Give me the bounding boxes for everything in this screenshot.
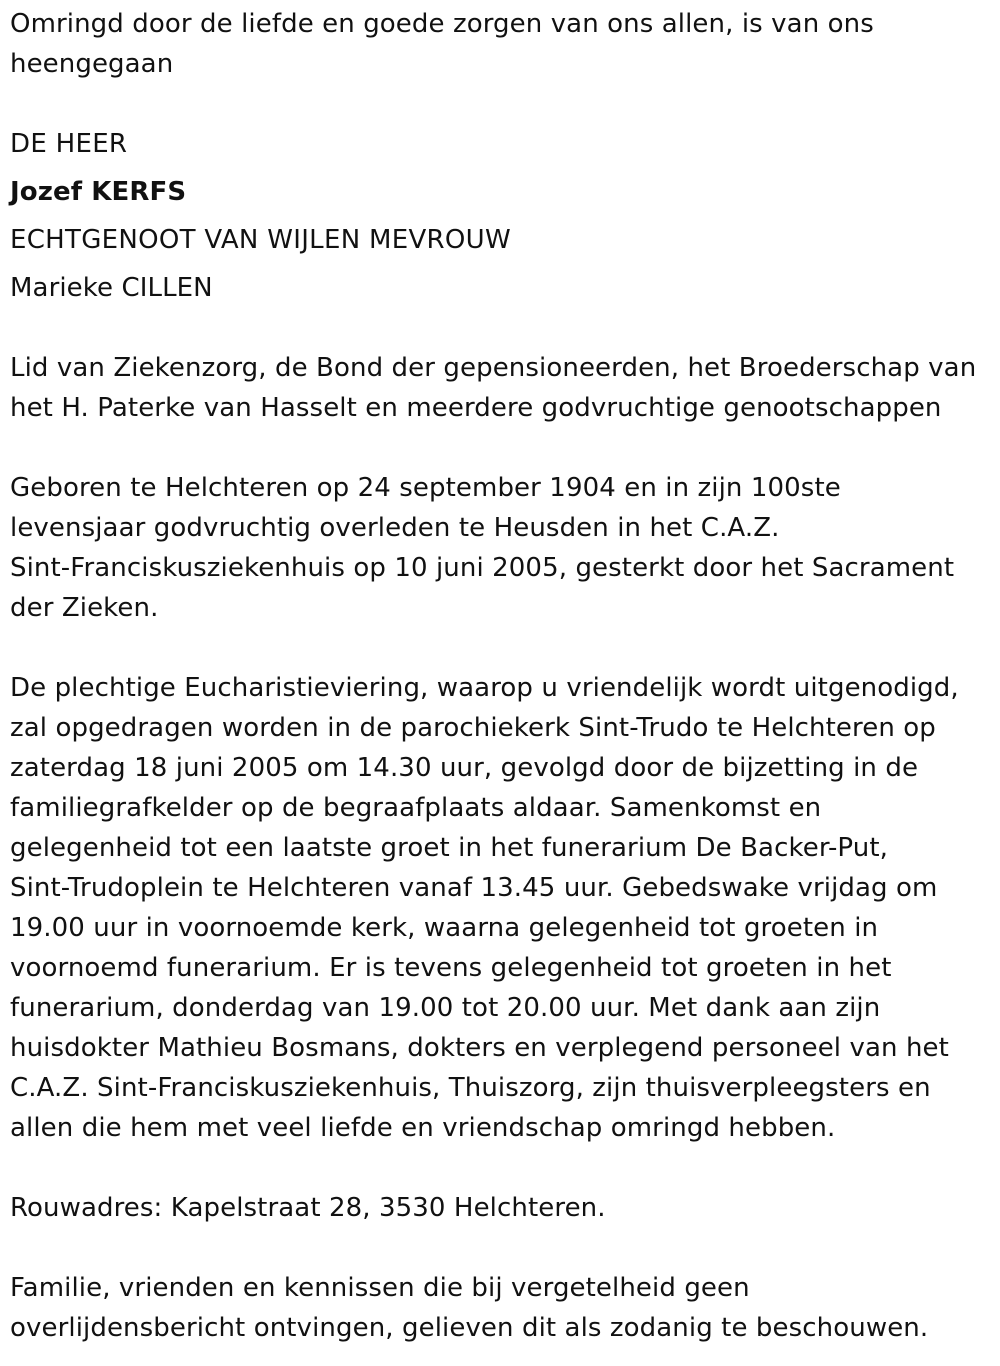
membership-paragraph: [10, 348, 990, 428]
ceremony-line-1: De plechtige Eucharistieviering, waarop u vriendelijk wordt uitgenodigd,: [10, 673, 959, 703]
mourning-address-text: Rouwadres: Kapelstraat 28, 3530 Helchteren.: [10, 1193, 606, 1223]
ceremony-line-5: gelegenheid tot een laatste groet in het funerarium De Backer-Put,: [10, 833, 888, 863]
honorific-title: DE HEER: [10, 129, 128, 159]
birth-death-line-3: Sint-Franciskusziekenhuis op 10 juni 2005, gesterkt door het Sacrament: [10, 553, 955, 583]
ceremony-line-11: C.A.Z. Sint-Franciskusziekenhuis, Thuiszorg, zijn thuisverpleegsters en: [10, 1073, 931, 1103]
birth-death-line-2: levensjaar godvruchtig overleden te Heusden in het C.A.Z.: [10, 513, 780, 543]
ceremony-line-4: familiegrafkelder op de begraafplaats aldaar. Samenkomst en: [10, 793, 822, 823]
ceremony-line-12: allen die hem met veel liefde en vriendschap omringd hebben.: [10, 1113, 836, 1143]
deceased-name: Jozef KERFS: [10, 177, 187, 207]
birth-death-paragraph: [10, 468, 990, 628]
birth-death-line-4: der Zieken.: [10, 593, 159, 623]
ceremony-paragraph: [10, 668, 990, 1148]
membership-line-1: Lid van Ziekenzorg, de Bond der gepensioneerden, het Broederschap van: [10, 353, 977, 383]
birth-death-line-1: Geboren te Helchteren op 24 september 1904 en in zijn 100ste: [10, 473, 841, 503]
intro-line-1: Omringd door de liefde en goede zorgen van ons allen, is van ons: [10, 9, 874, 39]
spouse-name: Marieke CILLEN: [10, 273, 213, 303]
ceremony-line-6: Sint-Trudoplein te Helchteren vanaf 13.45 uur. Gebedswake vrijdag om: [10, 873, 938, 903]
intro-line-2: heengegaan: [10, 49, 174, 79]
ceremony-line-10: huisdokter Mathieu Bosmans, dokters en verplegend personeel van het: [10, 1033, 949, 1063]
closing-line-2: overlijdensbericht ontvingen, gelieven dit als zodanig te beschouwen.: [10, 1313, 929, 1343]
closing-paragraph: [10, 1268, 990, 1348]
mourning-address: [10, 1188, 990, 1228]
ceremony-line-8: voornoemd funerarium. Er is tevens gelegenheid tot groeten in het: [10, 953, 892, 983]
intro-paragraph: [10, 4, 990, 84]
membership-line-2: het H. Paterke van Hasselt en meerdere godvruchtige genootschappen: [10, 393, 942, 423]
ceremony-line-9: funerarium, donderdag van 19.00 tot 20.00 uur. Met dank aan zijn: [10, 993, 881, 1023]
closing-line-1: Familie, vrienden en kennissen die bij vergetelheid geen: [10, 1273, 750, 1303]
identity-block: [10, 124, 990, 308]
ceremony-line-3: zaterdag 18 juni 2005 om 14.30 uur, gevolgd door de bijzetting in de: [10, 753, 919, 783]
ceremony-line-7: 19.00 uur in voornoemde kerk, waarna gelegenheid tot groeten in: [10, 913, 879, 943]
relation-line: ECHTGENOOT VAN WIJLEN MEVROUW: [10, 225, 512, 255]
ceremony-line-2: zal opgedragen worden in de parochiekerk Sint-Trudo te Helchteren op: [10, 713, 936, 743]
